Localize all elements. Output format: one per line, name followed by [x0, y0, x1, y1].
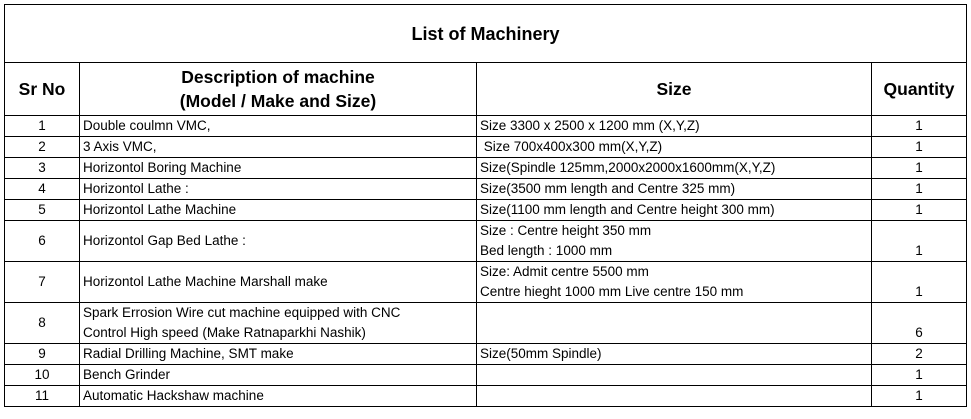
quantity-cell: 1: [872, 137, 967, 158]
description-cell: [80, 386, 477, 407]
header-description-line2: (Model / Make and Size): [179, 91, 377, 111]
header-description: [80, 63, 477, 116]
sr-no-cell: 6: [5, 221, 80, 262]
quantity-cell: 1: [872, 158, 967, 179]
sr-no-cell: 7: [5, 262, 80, 303]
size-line: Size 700x400x300 mm(X,Y,Z): [480, 139, 663, 154]
quantity-cell: 1: [872, 262, 967, 303]
size-line: Size 3300 x 2500 x 1200 mm (X,Y,Z): [480, 118, 700, 133]
size-cell: [477, 365, 872, 386]
table-row: [5, 303, 967, 344]
table-body: [5, 116, 967, 407]
description-cell: [80, 137, 477, 158]
size-line: Bed length : 1000 mm: [480, 243, 613, 258]
description-line: Horizontol Boring Machine: [83, 160, 242, 175]
description-cell: [80, 262, 477, 303]
quantity-cell: 2: [872, 344, 967, 365]
table-row: [5, 386, 967, 407]
header-size: Size: [477, 63, 872, 116]
table-row: [5, 158, 967, 179]
size-cell: [477, 116, 872, 137]
description-line: Horizontol Lathe Machine: [83, 202, 237, 217]
header-quantity: Quantity: [872, 63, 967, 116]
sr-no-cell: 11: [5, 386, 80, 407]
quantity-cell: 1: [872, 386, 967, 407]
table-row: [5, 365, 967, 386]
description-line: 3 Axis VMC,: [83, 139, 157, 154]
size-line: Size: Admit centre 5500 mm: [480, 264, 649, 279]
size-line: Size : Centre height 350 mm: [480, 223, 652, 238]
table-row: [5, 262, 967, 303]
description-line: Radial Drilling Machine, SMT make: [83, 346, 294, 361]
size-line: Centre hieght 1000 mm Live centre 150 mm: [480, 284, 744, 299]
description-line: Double coulmn VMC,: [83, 118, 211, 133]
description-line: Bench Grinder: [83, 367, 171, 382]
size-cell: [477, 200, 872, 221]
quantity-cell: 1: [872, 179, 967, 200]
table-row: [5, 137, 967, 158]
sr-no-cell: 2: [5, 137, 80, 158]
sr-no-cell: 9: [5, 344, 80, 365]
table-row: [5, 179, 967, 200]
description-cell: [80, 221, 477, 262]
size-cell: [477, 158, 872, 179]
description-cell: [80, 344, 477, 365]
header-row: [5, 63, 967, 116]
sr-no-cell: 5: [5, 200, 80, 221]
size-line: Size(50mm Spindle): [480, 346, 602, 361]
header-description-line1: Description of machine: [181, 67, 375, 87]
description-cell: [80, 303, 477, 344]
size-cell: [477, 137, 872, 158]
description-line: Automatic Hackshaw machine: [83, 388, 264, 403]
size-cell: [477, 303, 872, 344]
description-line: Horizontol Lathe :: [83, 181, 189, 196]
sr-no-cell: 1: [5, 116, 80, 137]
quantity-cell: 1: [872, 116, 967, 137]
table-row: [5, 221, 967, 262]
table-row: [5, 116, 967, 137]
size-line: Size(1100 mm length and Centre height 300 mm): [480, 202, 775, 217]
description-line: Spark Errosion Wire cut machine equipped with CNC: [83, 305, 401, 320]
table-row: [5, 344, 967, 365]
quantity-cell: 1: [872, 200, 967, 221]
description-line: Control High speed (Make Ratnaparkhi Nashik): [83, 325, 366, 340]
description-line: Horizontol Lathe Machine Marshall make: [83, 274, 328, 289]
quantity-cell: 1: [872, 365, 967, 386]
description-cell: [80, 200, 477, 221]
size-line: Size(3500 mm length and Centre 325 mm): [480, 181, 736, 196]
machinery-table: [4, 4, 967, 407]
size-cell: [477, 386, 872, 407]
size-cell: [477, 221, 872, 262]
size-line: Size(Spindle 125mm,2000x2000x1600mm(X,Y,Z): [480, 160, 776, 175]
quantity-cell: 6: [872, 303, 967, 344]
description-cell: [80, 365, 477, 386]
description-cell: [80, 116, 477, 137]
description-line: Horizontol Gap Bed Lathe :: [83, 233, 246, 248]
size-cell: [477, 344, 872, 365]
description-cell: [80, 179, 477, 200]
description-cell: [80, 158, 477, 179]
quantity-cell: 1: [872, 221, 967, 262]
sr-no-cell: 4: [5, 179, 80, 200]
sr-no-cell: 3: [5, 158, 80, 179]
size-cell: [477, 262, 872, 303]
size-cell: [477, 179, 872, 200]
sr-no-cell: 10: [5, 365, 80, 386]
table-title: List of Machinery: [5, 5, 967, 63]
sr-no-cell: 8: [5, 303, 80, 344]
table-row: [5, 200, 967, 221]
header-sr-no: Sr No: [5, 63, 80, 116]
